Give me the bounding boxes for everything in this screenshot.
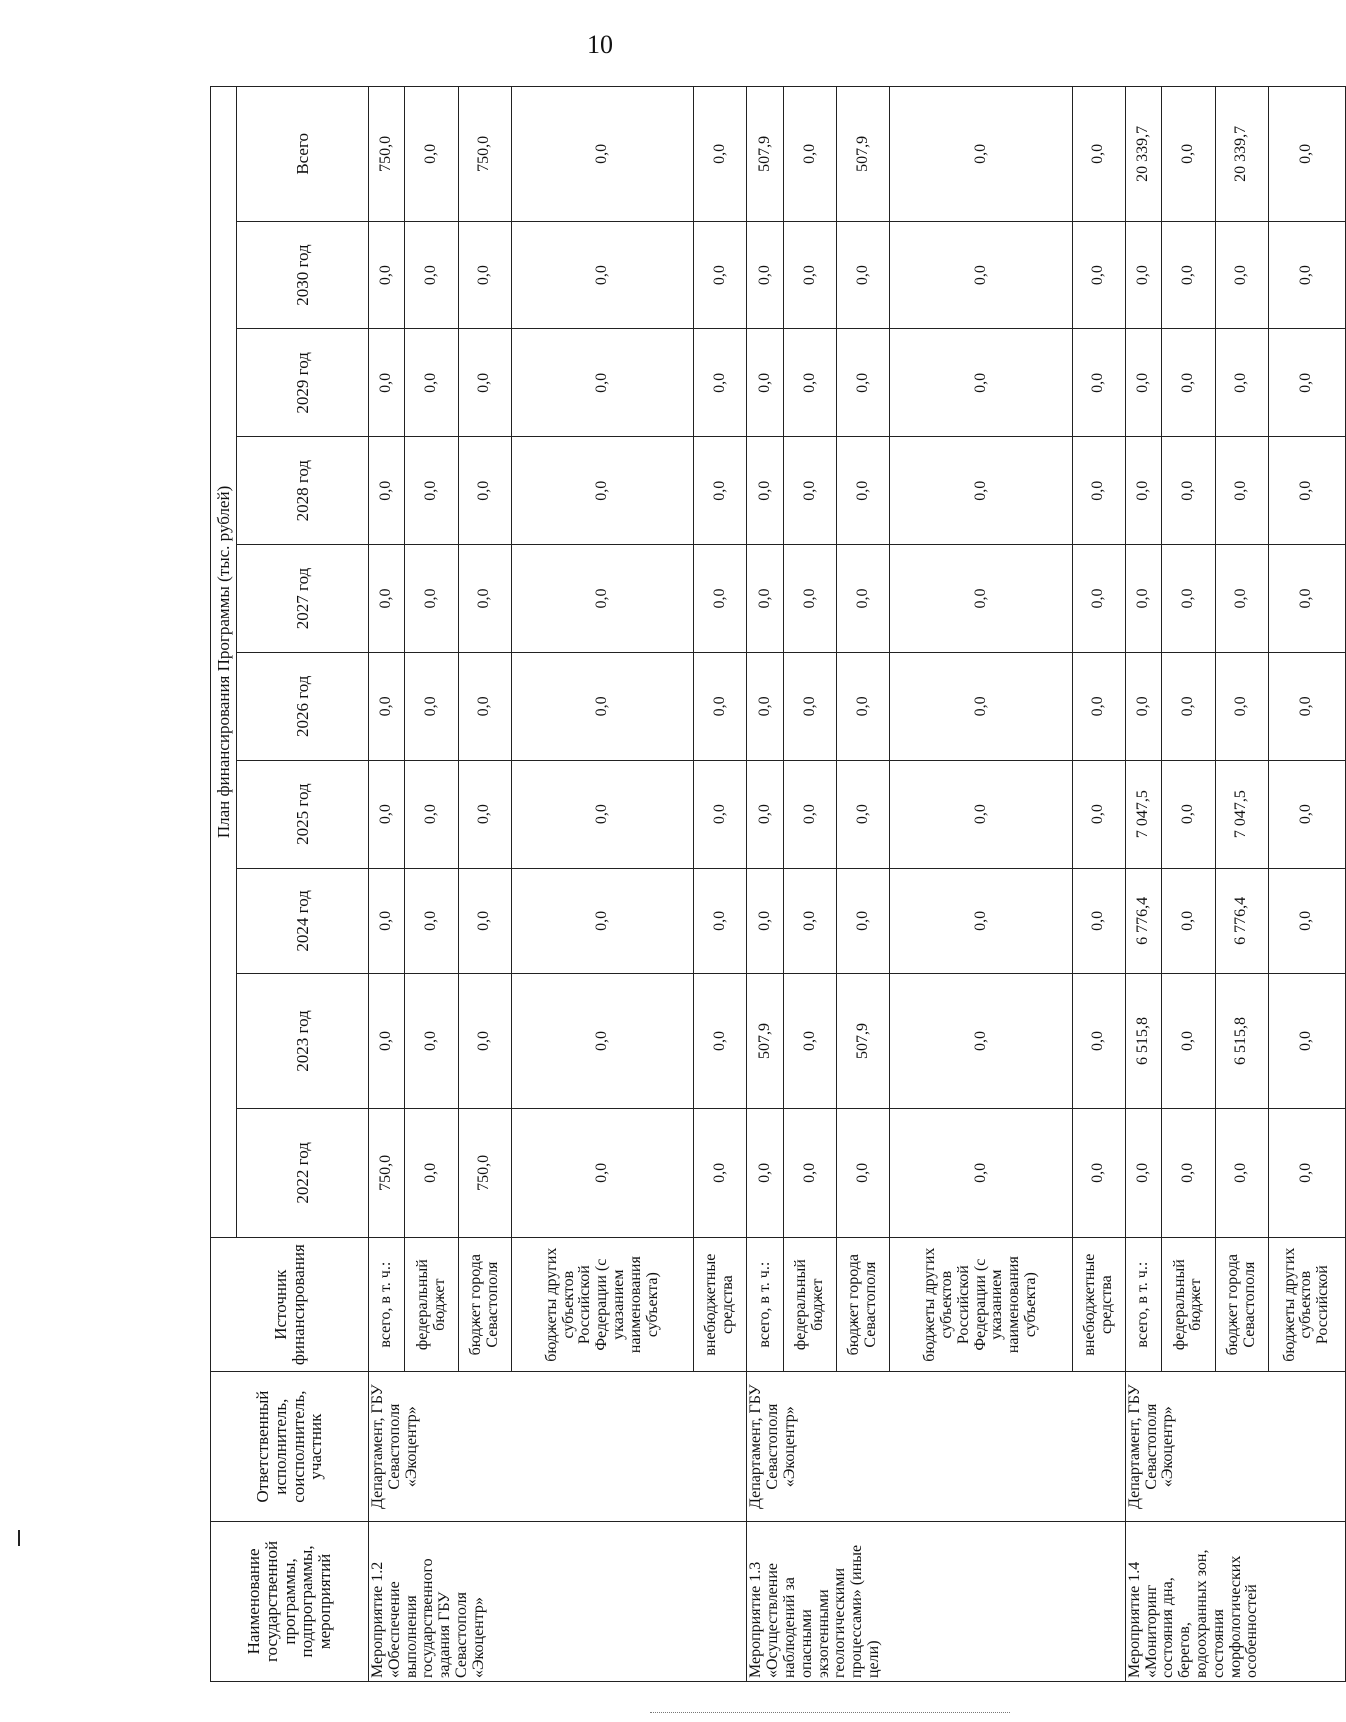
activity-name: Мероприятие 1.3 «Осуществление наблюдений за опасными экзогенными геологическими процессами» (иные цели) — [747, 1521, 1125, 1681]
amount-cell: 0,0 — [1162, 221, 1215, 329]
amount-cell: 0,0 — [1125, 1108, 1161, 1237]
amount-cell: 0,0 — [1072, 437, 1125, 545]
amount-cell: 0,0 — [1215, 545, 1268, 653]
amount-cell: 0,0 — [694, 1108, 747, 1237]
header-source: Источник финансирования — [211, 1237, 369, 1372]
amount-cell: 0,0 — [405, 87, 458, 222]
header-year: 2028 год — [237, 437, 369, 545]
amount-cell: 0,0 — [1125, 437, 1161, 545]
amount-cell: 0,0 — [1072, 87, 1125, 222]
amount-cell: 0,0 — [1072, 868, 1125, 974]
funding-source: всего, в т. ч.: — [747, 1237, 783, 1372]
amount-cell: 0,0 — [405, 652, 458, 760]
funding-source: всего, в т. ч.: — [369, 1237, 405, 1372]
amount-cell: 0,0 — [511, 545, 693, 653]
amount-cell: 0,0 — [458, 974, 511, 1109]
amount-cell: 0,0 — [890, 760, 1072, 868]
amount-cell: 0,0 — [694, 87, 747, 222]
activity-executor: Департамент, ГБУ Севастополя «Экоцентр» — [747, 1372, 1125, 1521]
funding-source: федеральный бюджет — [783, 1237, 836, 1372]
amount-cell: 0,0 — [511, 652, 693, 760]
amount-cell: 0,0 — [1162, 329, 1215, 437]
amount-cell: 0,0 — [405, 545, 458, 653]
amount-cell: 0,0 — [511, 974, 693, 1109]
amount-cell: 0,0 — [890, 1108, 1072, 1237]
amount-cell: 0,0 — [890, 221, 1072, 329]
amount-cell: 0,0 — [511, 437, 693, 545]
funding-source: внебюджетные средства — [1072, 1237, 1125, 1372]
amount-cell: 0,0 — [511, 329, 693, 437]
amount-cell: 0,0 — [890, 437, 1072, 545]
amount-cell: 0,0 — [1268, 1108, 1345, 1237]
amount-cell: 0,0 — [837, 1108, 890, 1237]
amount-cell: 750,0 — [369, 1108, 405, 1237]
amount-cell: 750,0 — [458, 87, 511, 222]
amount-cell: 0,0 — [1215, 652, 1268, 760]
amount-cell: 0,0 — [511, 868, 693, 974]
table-row — [369, 87, 405, 1682]
amount-cell: 0,0 — [1215, 437, 1268, 545]
amount-cell: 0,0 — [837, 760, 890, 868]
amount-cell: 0,0 — [511, 221, 693, 329]
amount-cell: 0,0 — [1162, 652, 1215, 760]
amount-cell: 0,0 — [1125, 545, 1161, 653]
page-number: 10 — [587, 30, 613, 59]
amount-cell: 0,0 — [1215, 1108, 1268, 1237]
amount-cell: 0,0 — [783, 87, 836, 222]
header-year: 2030 год — [237, 221, 369, 329]
amount-cell: 0,0 — [1162, 87, 1215, 222]
amount-cell: 0,0 — [405, 221, 458, 329]
amount-cell: 0,0 — [890, 652, 1072, 760]
amount-cell: 0,0 — [1072, 329, 1125, 437]
amount-cell: 0,0 — [1072, 974, 1125, 1109]
header-year: 2029 год — [237, 329, 369, 437]
amount-cell: 0,0 — [1268, 974, 1345, 1109]
amount-cell: 0,0 — [1162, 545, 1215, 653]
amount-cell: 0,0 — [1268, 652, 1345, 760]
funding-source: бюджет города Севастополя — [458, 1237, 511, 1372]
header-year: 2022 год — [237, 1108, 369, 1237]
amount-cell: 0,0 — [511, 760, 693, 868]
amount-cell: 0,0 — [1072, 545, 1125, 653]
amount-cell: 0,0 — [694, 760, 747, 868]
amount-cell: 0,0 — [369, 545, 405, 653]
amount-cell: 0,0 — [1268, 87, 1345, 222]
funding-source: бюджеты других субъектов Российской Федерации (с указанием наименования субъекта) — [890, 1237, 1072, 1372]
amount-cell: 6 515,8 — [1215, 974, 1268, 1109]
amount-cell: 0,0 — [1072, 1108, 1125, 1237]
amount-cell: 0,0 — [890, 974, 1072, 1109]
amount-cell: 0,0 — [837, 221, 890, 329]
amount-cell: 0,0 — [1072, 221, 1125, 329]
amount-cell: 0,0 — [1162, 760, 1215, 868]
amount-cell: 507,9 — [837, 974, 890, 1109]
amount-cell: 0,0 — [783, 545, 836, 653]
amount-cell: 0,0 — [890, 868, 1072, 974]
amount-cell: 0,0 — [890, 329, 1072, 437]
amount-cell: 0,0 — [405, 974, 458, 1109]
amount-cell: 0,0 — [890, 87, 1072, 222]
activity-executor: Департамент, ГБУ Севастополя «Экоцентр» — [369, 1372, 747, 1521]
funding-source: бюджеты других субъектов Российской — [1268, 1237, 1345, 1372]
amount-cell: 0,0 — [837, 329, 890, 437]
funding-source: федеральный бюджет — [1162, 1237, 1215, 1372]
amount-cell: 0,0 — [747, 652, 783, 760]
amount-cell: 0,0 — [1268, 868, 1345, 974]
amount-cell: 507,9 — [747, 87, 783, 222]
amount-cell: 0,0 — [694, 329, 747, 437]
table-row — [747, 87, 783, 1682]
amount-cell: 0,0 — [1268, 437, 1345, 545]
amount-cell: 0,0 — [458, 329, 511, 437]
amount-cell: 0,0 — [405, 760, 458, 868]
amount-cell: 0,0 — [1268, 329, 1345, 437]
amount-cell: 0,0 — [458, 221, 511, 329]
amount-cell: 0,0 — [1125, 652, 1161, 760]
amount-cell: 0,0 — [747, 221, 783, 329]
activity-name: Мероприятие 1.4 «Мониторинг состояния дна, берегов, водоохранных зон, состояния морфологических особенностей — [1125, 1521, 1345, 1681]
amount-cell: 0,0 — [694, 221, 747, 329]
header-year: 2025 год — [237, 760, 369, 868]
amount-cell: 0,0 — [837, 652, 890, 760]
amount-cell: 0,0 — [369, 329, 405, 437]
amount-cell: 0,0 — [783, 652, 836, 760]
amount-cell: 0,0 — [747, 545, 783, 653]
header-year: 2024 год — [237, 868, 369, 974]
amount-cell: 7 047,5 — [1125, 760, 1161, 868]
amount-cell: 0,0 — [747, 437, 783, 545]
amount-cell: 0,0 — [369, 221, 405, 329]
amount-cell: 0,0 — [1268, 221, 1345, 329]
amount-cell: 0,0 — [458, 760, 511, 868]
amount-cell: 0,0 — [458, 868, 511, 974]
amount-cell: 20 339,7 — [1125, 87, 1161, 222]
amount-cell: 0,0 — [747, 1108, 783, 1237]
amount-cell: 0,0 — [405, 437, 458, 545]
amount-cell: 0,0 — [369, 652, 405, 760]
funding-source: внебюджетные средства — [694, 1237, 747, 1372]
header-year: 2023 год — [237, 974, 369, 1109]
funding-source: бюджет города Севастополя — [1215, 1237, 1268, 1372]
table-row — [1125, 87, 1161, 1682]
header-year: 2026 год — [237, 652, 369, 760]
amount-cell: 0,0 — [1215, 221, 1268, 329]
amount-cell: 0,0 — [783, 868, 836, 974]
amount-cell: 0,0 — [1215, 329, 1268, 437]
amount-cell: 0,0 — [783, 1108, 836, 1237]
amount-cell: 0,0 — [1125, 221, 1161, 329]
rotated-table-wrapper — [210, 86, 1346, 1682]
financing-table — [210, 86, 1346, 1682]
amount-cell: 0,0 — [783, 437, 836, 545]
header-executor: Ответственный исполнитель, соисполнитель, участник — [211, 1372, 369, 1521]
amount-cell: 6 776,4 — [1125, 868, 1161, 974]
header-year: Всего — [237, 87, 369, 222]
header-year: 2027 год — [237, 545, 369, 653]
amount-cell: 0,0 — [369, 974, 405, 1109]
amount-cell: 0,0 — [783, 329, 836, 437]
amount-cell: 6 776,4 — [1215, 868, 1268, 974]
amount-cell: 6 515,8 — [1125, 974, 1161, 1109]
header-name: Наименование государственной программы, подпрограммы, мероприятий — [211, 1521, 369, 1681]
amount-cell: 0,0 — [369, 437, 405, 545]
amount-cell: 0,0 — [458, 545, 511, 653]
amount-cell: 0,0 — [890, 545, 1072, 653]
amount-cell: 20 339,7 — [1215, 87, 1268, 222]
amount-cell: 0,0 — [511, 1108, 693, 1237]
amount-cell: 507,9 — [837, 87, 890, 222]
amount-cell: 0,0 — [783, 760, 836, 868]
amount-cell: 0,0 — [458, 652, 511, 760]
amount-cell: 0,0 — [694, 437, 747, 545]
amount-cell: 0,0 — [694, 974, 747, 1109]
amount-cell: 0,0 — [1072, 652, 1125, 760]
activity-executor: Департамент, ГБУ Севастополя «Экоцентр» — [1125, 1372, 1345, 1521]
amount-cell: 0,0 — [694, 545, 747, 653]
funding-source: всего, в т. ч.: — [1125, 1237, 1161, 1372]
amount-cell: 0,0 — [1125, 329, 1161, 437]
amount-cell: 0,0 — [511, 87, 693, 222]
amount-cell: 0,0 — [694, 652, 747, 760]
amount-cell: 0,0 — [747, 760, 783, 868]
amount-cell: 0,0 — [783, 974, 836, 1109]
amount-cell: 0,0 — [1162, 437, 1215, 545]
amount-cell: 0,0 — [837, 545, 890, 653]
amount-cell: 0,0 — [405, 329, 458, 437]
amount-cell: 0,0 — [783, 221, 836, 329]
amount-cell: 0,0 — [369, 868, 405, 974]
amount-cell: 750,0 — [458, 1108, 511, 1237]
funding-source: бюджет города Севастополя — [837, 1237, 890, 1372]
amount-cell: 750,0 — [369, 87, 405, 222]
amount-cell: 0,0 — [1072, 760, 1125, 868]
amount-cell: 0,0 — [694, 868, 747, 974]
amount-cell: 0,0 — [1268, 760, 1345, 868]
header-plan: План финансирования Программы (тыс. рублей) — [211, 87, 237, 1238]
amount-cell: 0,0 — [1268, 545, 1345, 653]
margin-mark — [18, 1530, 20, 1546]
amount-cell: 0,0 — [1162, 868, 1215, 974]
amount-cell: 0,0 — [1162, 974, 1215, 1109]
amount-cell: 0,0 — [837, 868, 890, 974]
amount-cell: 0,0 — [405, 868, 458, 974]
amount-cell: 7 047,5 — [1215, 760, 1268, 868]
amount-cell: 507,9 — [747, 974, 783, 1109]
amount-cell: 0,0 — [747, 329, 783, 437]
funding-source: федеральный бюджет — [405, 1237, 458, 1372]
bottom-rule — [650, 1712, 1010, 1713]
amount-cell: 0,0 — [837, 437, 890, 545]
funding-source: бюджеты других субъектов Российской Федерации (с указанием наименования субъекта) — [511, 1237, 693, 1372]
amount-cell: 0,0 — [405, 1108, 458, 1237]
activity-name: Мероприятие 1.2 «Обеспечение выполнения государственного задания ГБУ Севастополя «Экоцентр» — [369, 1521, 747, 1681]
amount-cell: 0,0 — [747, 868, 783, 974]
amount-cell: 0,0 — [369, 760, 405, 868]
amount-cell: 0,0 — [458, 437, 511, 545]
amount-cell: 0,0 — [1162, 1108, 1215, 1237]
